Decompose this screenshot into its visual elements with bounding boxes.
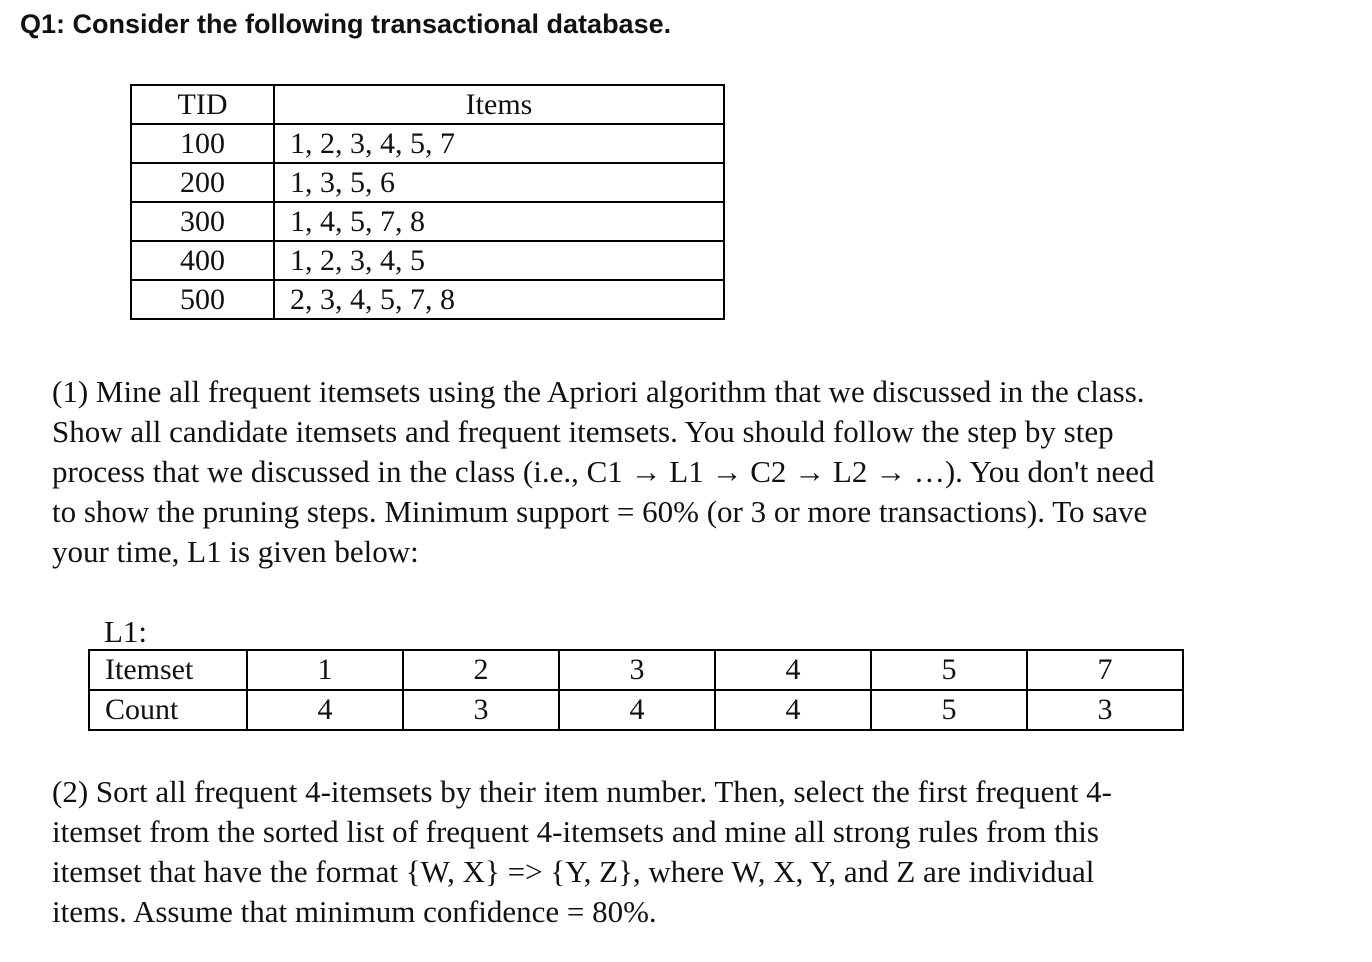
table-row (131, 280, 724, 319)
count-cell: 3 (1027, 690, 1183, 730)
itemset-cell: 4 (715, 650, 871, 690)
paragraph-line: to show the pruning steps. Minimum support = 60% (or 3 or more transactions). To save (52, 494, 1148, 529)
paragraph-line: process that we discussed in the class (i.e., C1 → L1 → C2 → L2 → …). You don't need (52, 454, 1155, 489)
table-header-row (131, 85, 724, 124)
itemset-cell: 1 (247, 650, 403, 690)
count-cell: 4 (247, 690, 403, 730)
count-cell: 4 (715, 690, 871, 730)
tid-cell: 300 (131, 202, 274, 241)
tid-cell: 200 (131, 163, 274, 202)
count-cell: 4 (559, 690, 715, 730)
transaction-table (130, 84, 725, 320)
items-cell: 1, 2, 3, 4, 5, 7 (274, 124, 724, 163)
paragraph-line: (2) Sort all frequent 4-itemsets by their item number. Then, select the first frequent 4- (52, 774, 1113, 809)
itemset-cell: 3 (559, 650, 715, 690)
tid-cell: 400 (131, 241, 274, 280)
paragraph-line: (1) Mine all frequent itemsets using the Apriori algorithm that we discussed in the class. (52, 374, 1145, 409)
count-row-header: Count (89, 690, 247, 730)
l1-table (88, 649, 1184, 731)
items-cell: 1, 4, 5, 7, 8 (274, 202, 724, 241)
tid-header: TID (131, 85, 274, 124)
itemset-cell: 7 (1027, 650, 1183, 690)
itemset-cell: 2 (403, 650, 559, 690)
table-row (131, 163, 724, 202)
table-row (131, 124, 724, 163)
table-row (131, 202, 724, 241)
paragraph-line: Show all candidate itemsets and frequent itemsets. You should follow the step by step (52, 414, 1114, 449)
paragraph-line: itemset that have the format {W, X} => {Y, Z}, where W, X, Y, and Z are individual (52, 854, 1095, 889)
itemset-cell: 5 (871, 650, 1027, 690)
items-cell: 1, 2, 3, 4, 5 (274, 241, 724, 280)
part2-paragraph (52, 772, 1112, 932)
items-header: Items (274, 85, 724, 124)
paragraph-line: itemset from the sorted list of frequent 4-itemsets and mine all strong rules from this (52, 814, 1099, 849)
l1-label: L1: (104, 614, 148, 649)
tid-cell: 500 (131, 280, 274, 319)
table-row (131, 241, 724, 280)
items-cell: 2, 3, 4, 5, 7, 8 (274, 280, 724, 319)
tid-cell: 100 (131, 124, 274, 163)
question-title: Q1: Consider the following transactional database. (20, 9, 672, 39)
itemset-row-header: Itemset (89, 650, 247, 690)
items-cell: 1, 3, 5, 6 (274, 163, 724, 202)
itemset-row (89, 650, 1183, 690)
count-cell: 5 (871, 690, 1027, 730)
count-row (89, 690, 1183, 730)
paragraph-line: items. Assume that minimum confidence = 80%. (52, 894, 657, 929)
part1-paragraph (52, 372, 1155, 572)
paragraph-line: your time, L1 is given below: (52, 534, 419, 569)
count-cell: 3 (403, 690, 559, 730)
